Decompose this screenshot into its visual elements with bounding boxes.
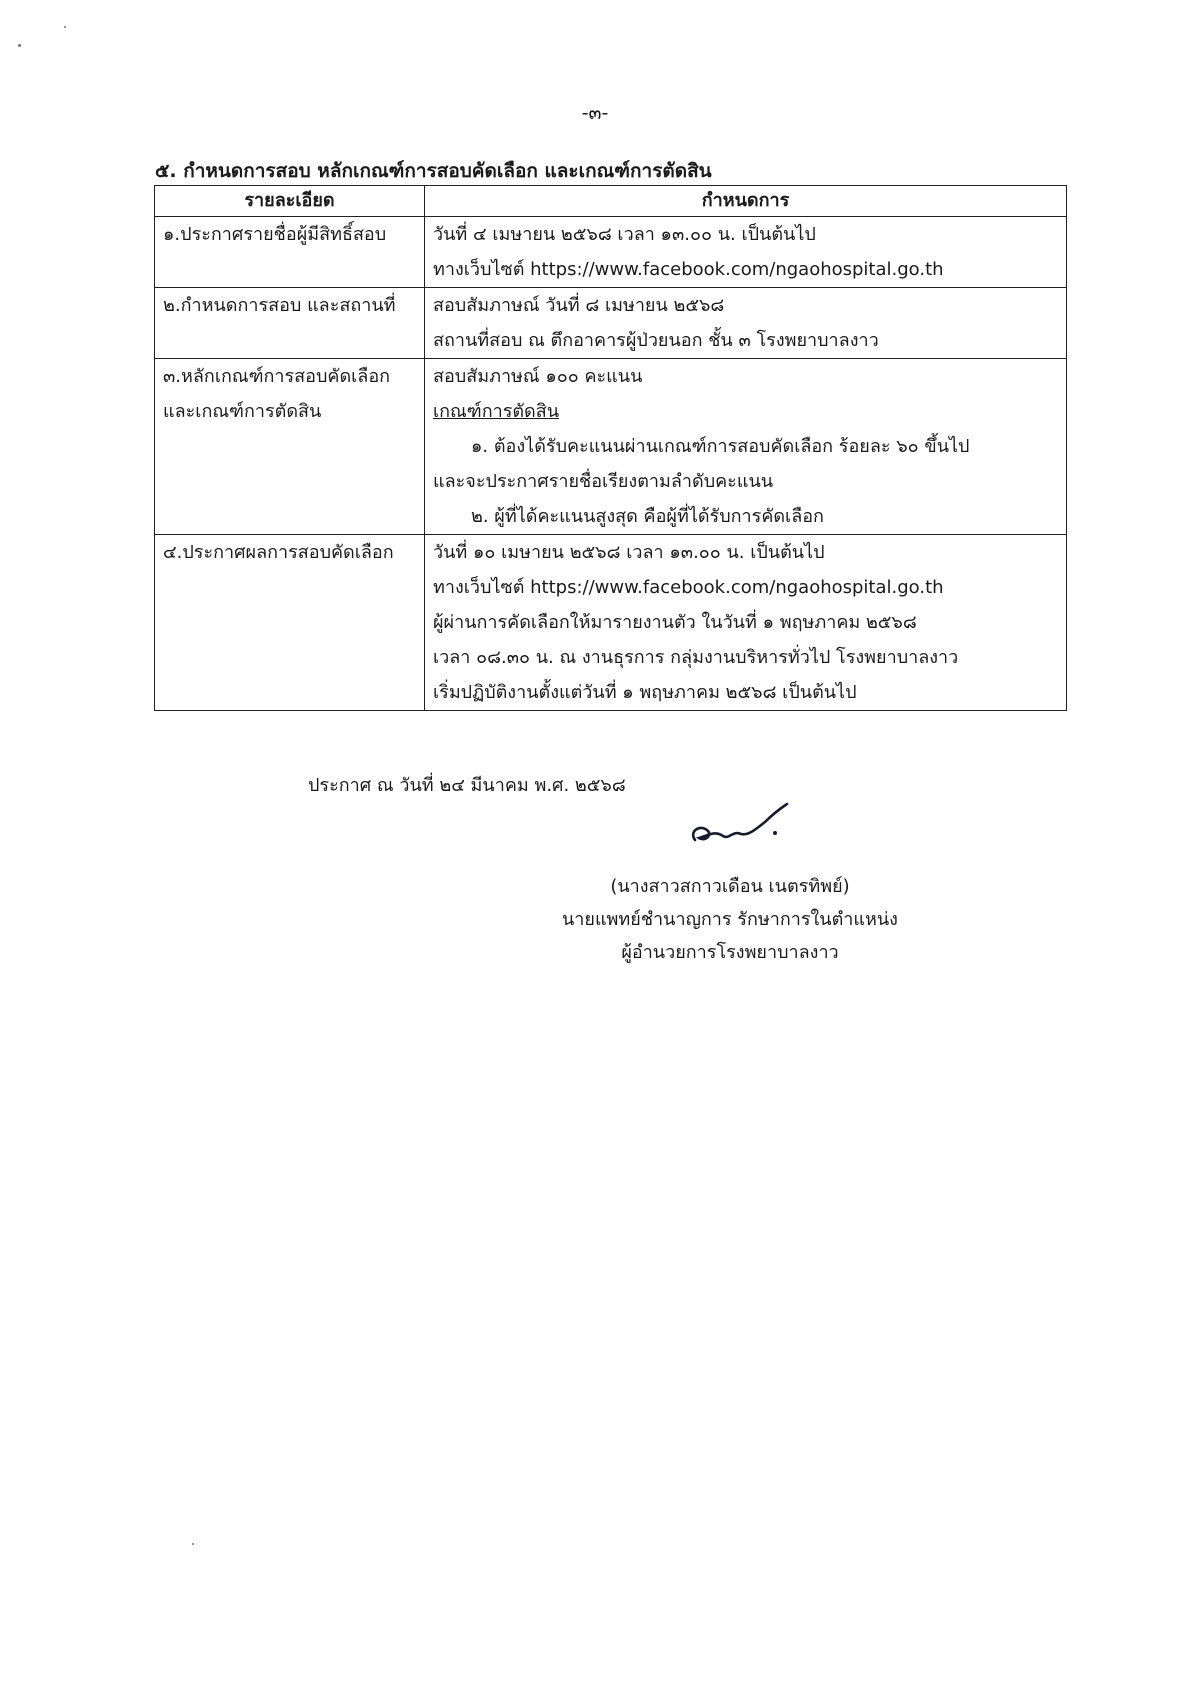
schedule-line: เริ่มปฏิบัติงานตั้งแต่วันที่ ๑ พฤษภาคม ๒๕๖๘ เป็นต้นไป bbox=[433, 682, 857, 703]
schedule-line: สถานที่สอบ ณ ตึกอาคารผู้ป่วยนอก ชั้น ๓ โรงพยาบาลงาว bbox=[433, 330, 879, 351]
table-row bbox=[155, 217, 1067, 288]
row-schedule bbox=[425, 288, 1067, 359]
schedule-line: วันที่ ๔ เมษายน ๒๕๖๘ เวลา ๑๓.๐๐ น. เป็นต้นไป bbox=[433, 224, 816, 245]
handwritten-signature bbox=[685, 800, 795, 855]
schedule-line: สอบสัมภาษณ์ วันที่ ๘ เมษายน ๒๕๖๘ bbox=[433, 295, 725, 316]
schedule-line: ทางเว็บไซต์ https://www.facebook.com/ngaohospital.go.th bbox=[433, 577, 944, 598]
row-schedule bbox=[425, 359, 1067, 535]
table-row bbox=[155, 288, 1067, 359]
detail-line: และเกณฑ์การตัดสิน bbox=[163, 401, 322, 422]
row-detail bbox=[155, 217, 425, 288]
exam-schedule-table bbox=[154, 185, 1067, 711]
criteria-item: ๒. ผู้ที่ได้คะแนนสูงสุด คือผู้ที่ได้รับการคัดเลือก bbox=[471, 506, 824, 527]
row-schedule bbox=[425, 217, 1067, 288]
section-heading: ๕. กำหนดการสอบ หลักเกณฑ์การสอบคัดเลือก และเกณฑ์การตัดสิน bbox=[155, 160, 712, 182]
row-detail bbox=[155, 535, 425, 711]
criteria-item: ๑. ต้องได้รับคะแนนผ่านเกณฑ์การสอบคัดเลือก ร้อยละ ๖๐ ขึ้นไป bbox=[471, 436, 970, 457]
header-detail: รายละเอียด bbox=[155, 186, 425, 217]
schedule-line: วันที่ ๑๐ เมษายน ๒๕๖๘ เวลา ๑๓.๐๐ น. เป็นต้นไป bbox=[433, 542, 825, 563]
schedule-line: และจะประกาศรายชื่อเรียงตามลำดับคะแนน bbox=[433, 471, 774, 492]
row-detail bbox=[155, 359, 425, 535]
detail-line: ๒.กำหนดการสอบ และสถานที่ bbox=[163, 295, 396, 316]
scan-speck bbox=[64, 26, 66, 28]
signatory-position: นายแพทย์ชำนาญการ รักษาการในตำแหน่ง bbox=[562, 909, 898, 930]
row-schedule bbox=[425, 535, 1067, 711]
detail-line: ๑.ประกาศรายชื่อผู้มีสิทธิ์สอบ bbox=[163, 224, 387, 245]
schedule-line: ผู้ผ่านการคัดเลือกให้มารายงานตัว ในวันที่ ๑ พฤษภาคม ๒๕๖๘ bbox=[433, 612, 917, 633]
schedule-line: ทางเว็บไซต์ https://www.facebook.com/ngaohospital.go.th bbox=[433, 259, 944, 280]
schedule-line: สอบสัมภาษณ์ ๑๐๐ คะแนน bbox=[433, 366, 643, 387]
signatory-title: ผู้อำนวยการโรงพยาบาลงาว bbox=[621, 942, 839, 963]
criteria-subheading: เกณฑ์การตัดสิน bbox=[433, 401, 560, 422]
table-header-row bbox=[155, 186, 1067, 217]
schedule-line: เวลา ๐๘.๓๐ น. ณ งานธุรการ กลุ่มงานบริหารทั่วไป โรงพยาบาลงาว bbox=[433, 647, 959, 668]
detail-line: ๔.ประกาศผลการสอบคัดเลือก bbox=[163, 542, 394, 563]
scan-speck bbox=[18, 44, 21, 47]
scan-speck bbox=[192, 1543, 194, 1545]
table-row bbox=[155, 359, 1067, 535]
signatory-name: (นางสาวสกาวเดือน เนตรทิพย์) bbox=[610, 876, 850, 897]
header-schedule: กำหนดการ bbox=[425, 186, 1067, 217]
detail-line: ๓.หลักเกณฑ์การสอบคัดเลือก bbox=[163, 366, 391, 387]
page-number: -๓- bbox=[581, 102, 609, 124]
announcement-date: ประกาศ ณ วันที่ ๒๔ มีนาคม พ.ศ. ๒๕๖๘ bbox=[308, 775, 626, 796]
signatory-block bbox=[500, 870, 960, 969]
row-detail bbox=[155, 288, 425, 359]
table-row bbox=[155, 535, 1067, 711]
